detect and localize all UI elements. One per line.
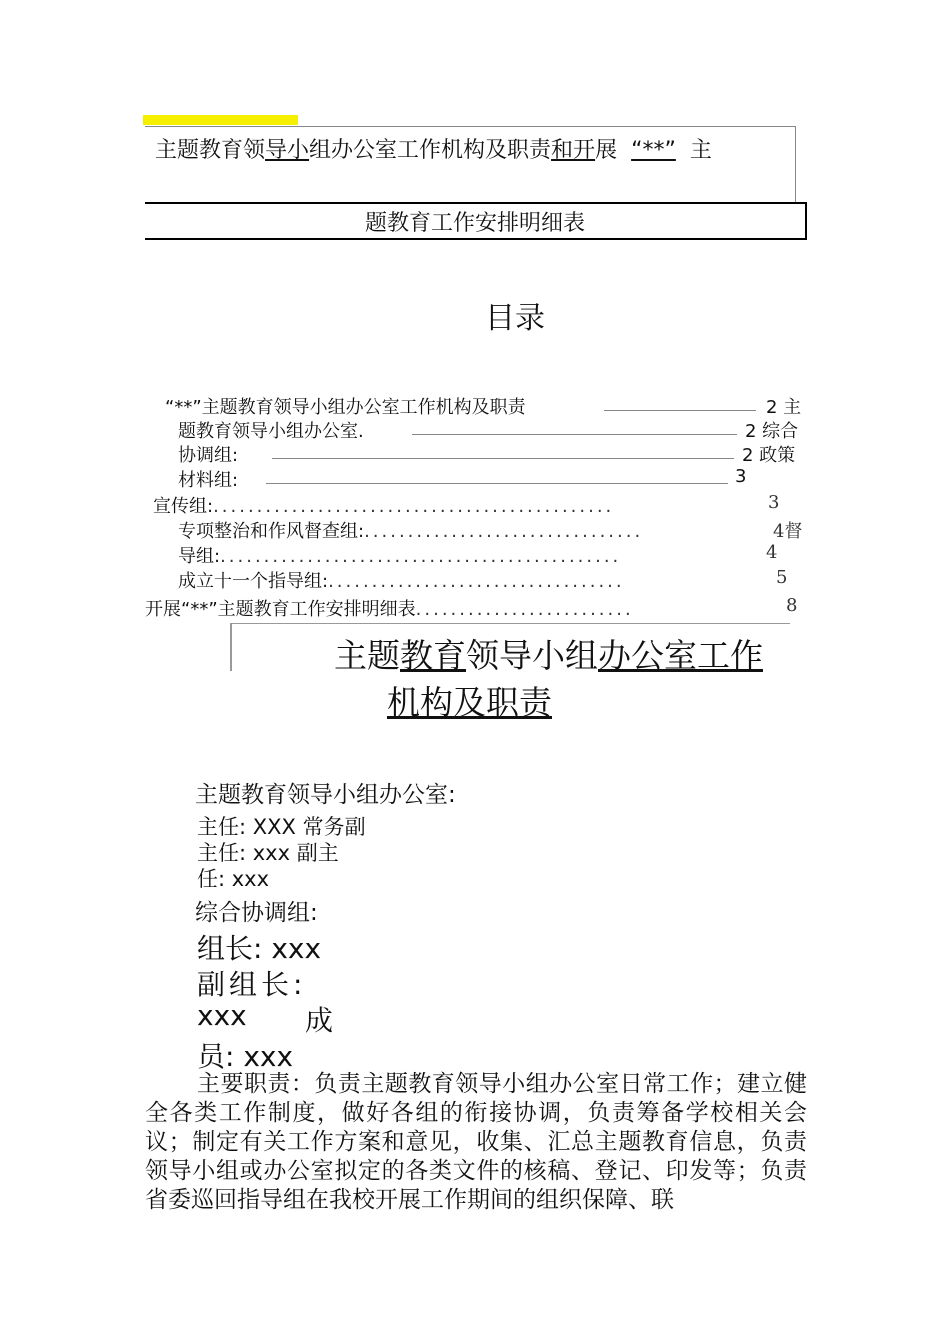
- toc-item[interactable]: 开展“**”主题教育工作安排明细表.........................: [145, 599, 634, 620]
- highlight-mark: [143, 115, 298, 125]
- toc-leader: [412, 434, 737, 435]
- toc-page: 2 政策: [742, 445, 796, 466]
- toc-item[interactable]: “**”主题教育领导小组办公室工作机构及职责: [165, 397, 526, 418]
- toc-item[interactable]: 专项整治和作风督查组:................................: [178, 521, 644, 542]
- toc-page: 8: [786, 595, 798, 616]
- group-line: 成: [305, 1004, 334, 1037]
- office-line: 主任: xxx 副主: [197, 841, 339, 865]
- group-line: xxx: [197, 999, 247, 1032]
- toc-page: 5: [776, 567, 788, 588]
- group-line: 员: xxx: [197, 1040, 294, 1073]
- toc-title: 目录: [485, 301, 545, 336]
- toc-item[interactable]: 材料组:: [178, 470, 239, 491]
- doc-title-line1: 主题教育领导小组办公室工作机构及职责和开展 “**” 主: [155, 138, 712, 163]
- toc-page: 2 综合: [745, 421, 799, 442]
- toc-leader: [604, 410, 756, 411]
- doc-title-line2: 题教育工作安排明细表: [364, 211, 585, 236]
- office-title: 主题教育领导小组办公室:: [195, 782, 456, 808]
- toc-page: 4督: [773, 521, 803, 542]
- toc-item[interactable]: 题教育领导小组办公室.: [178, 421, 364, 442]
- group-title: 综合协调组:: [195, 900, 318, 926]
- office-line: 任: xxx: [197, 867, 270, 891]
- section-frame-left: [230, 623, 232, 671]
- section-heading-line1: 主题教育领导小组办公室工作: [334, 636, 763, 675]
- office-line: 主任: XXX 常务副: [197, 815, 366, 839]
- toc-item[interactable]: 协调组:: [178, 445, 239, 466]
- toc-leader: [266, 483, 728, 484]
- duties-paragraph: 主要职责：负责主题教育领导小组办公室日常工作；建立健全各类工作制度，做好各组的衔接协调，负责筹备学校相关会议；制定有关工作方案和意见，收集、汇总主题教育信息，负责领导小组或办公室拟定的各类文件的核稿、登记、印发等；负责省委巡回指导组在我校开展工作期间的组织保障、联: [145, 1071, 807, 1213]
- section-heading-line2: 机构及职责: [387, 683, 552, 722]
- group-line: 副组长:: [197, 968, 307, 1001]
- toc-page: 3: [768, 492, 780, 513]
- toc-item[interactable]: 宣传组:..............................................: [153, 496, 615, 517]
- toc-item[interactable]: 导组:..............................................: [178, 546, 622, 567]
- toc-page: 3: [735, 466, 747, 487]
- toc-page: 2 主: [766, 397, 802, 418]
- group-line: 组长: xxx: [197, 932, 322, 965]
- toc-item[interactable]: 成立十一个指导组:..................................: [178, 571, 625, 592]
- toc-page: 4: [766, 542, 778, 563]
- section-frame-top: [230, 623, 790, 624]
- toc-leader: [272, 458, 734, 459]
